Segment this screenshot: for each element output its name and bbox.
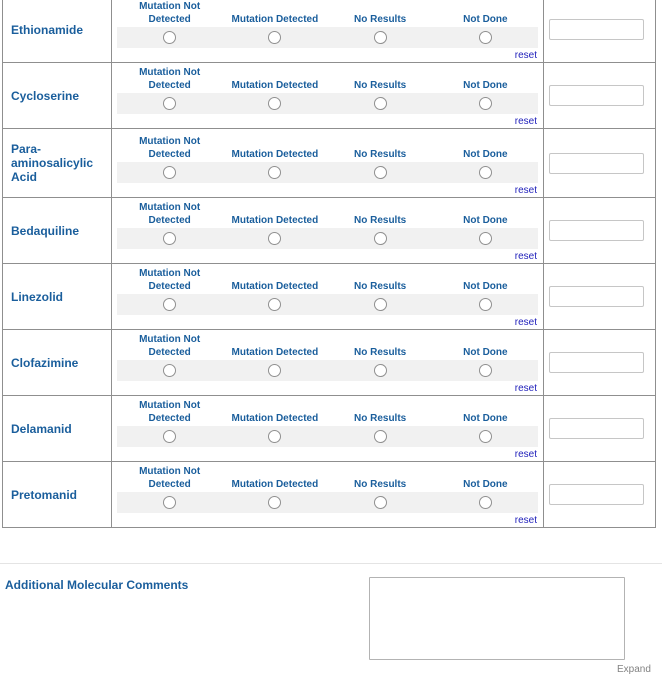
option-header-mutation-not-detected: Mutation Not Detected — [139, 136, 201, 160]
radio-band — [117, 426, 538, 447]
option-header-not-done: Not Done — [463, 479, 508, 490]
radio-band — [117, 492, 538, 513]
result-options-cell — [112, 330, 544, 396]
result-options-cell — [112, 0, 544, 63]
radio-band — [117, 162, 538, 183]
drug-name-label: Pretomanid — [3, 462, 112, 528]
row-text-input[interactable] — [549, 85, 644, 106]
option-header-not-done: Not Done — [463, 14, 508, 25]
option-header-mutation-detected: Mutation Detected — [231, 14, 319, 25]
radio-mutation-detected[interactable] — [268, 298, 281, 311]
section-divider — [0, 563, 662, 564]
drug-name-label: Bedaquiline — [3, 198, 112, 264]
radio-no-results[interactable] — [374, 232, 387, 245]
row-input-cell — [544, 129, 656, 198]
reset-link[interactable]: reset — [514, 116, 537, 127]
option-header-mutation-not-detected: Mutation Not Detected — [139, 466, 201, 490]
option-header-not-done: Not Done — [463, 347, 508, 358]
radio-mutation-not-detected[interactable] — [163, 232, 176, 245]
radio-not-done[interactable] — [479, 496, 492, 509]
option-headers — [112, 135, 543, 162]
drug-row — [3, 63, 656, 129]
radio-band — [117, 360, 538, 381]
row-text-input[interactable] — [549, 286, 644, 307]
result-options-cell — [112, 264, 544, 330]
option-header-no-results: No Results — [354, 281, 407, 292]
radio-band — [117, 27, 538, 48]
radio-mutation-detected[interactable] — [268, 364, 281, 377]
additional-molecular-comments-textarea[interactable] — [369, 577, 625, 660]
option-header-mutation-detected: Mutation Detected — [231, 215, 319, 226]
row-input-cell — [544, 63, 656, 129]
option-header-no-results: No Results — [354, 14, 407, 25]
molecular-results-table — [2, 0, 656, 528]
row-text-input[interactable] — [549, 153, 644, 174]
option-headers — [112, 201, 543, 228]
radio-mutation-detected[interactable] — [268, 430, 281, 443]
option-header-no-results: No Results — [354, 149, 407, 160]
radio-mutation-not-detected[interactable] — [163, 298, 176, 311]
option-header-not-done: Not Done — [463, 215, 508, 226]
expand-link[interactable]: Expand — [617, 664, 651, 675]
option-header-not-done: Not Done — [463, 149, 508, 160]
result-options-cell — [112, 63, 544, 129]
radio-mutation-detected[interactable] — [268, 496, 281, 509]
radio-not-done[interactable] — [479, 430, 492, 443]
option-header-mutation-not-detected: Mutation Not Detected — [139, 67, 201, 91]
radio-not-done[interactable] — [479, 364, 492, 377]
drug-name-label: Ethionamide — [3, 0, 112, 63]
option-header-mutation-not-detected: Mutation Not Detected — [139, 334, 201, 358]
radio-mutation-not-detected[interactable] — [163, 166, 176, 179]
option-header-mutation-not-detected: Mutation Not Detected — [139, 400, 201, 424]
radio-band — [117, 93, 538, 114]
radio-not-done[interactable] — [479, 298, 492, 311]
radio-not-done[interactable] — [479, 232, 492, 245]
additional-molecular-comments-label: Additional Molecular Comments — [5, 578, 189, 592]
row-input-cell — [544, 0, 656, 63]
reset-link[interactable]: reset — [514, 515, 537, 526]
radio-no-results[interactable] — [374, 496, 387, 509]
drug-row — [3, 129, 656, 198]
reset-link[interactable]: reset — [514, 383, 537, 394]
option-header-no-results: No Results — [354, 215, 407, 226]
radio-band — [117, 228, 538, 249]
drug-row — [3, 330, 656, 396]
drug-row — [3, 396, 656, 462]
option-headers — [112, 66, 543, 93]
drug-name-label: Linezolid — [3, 264, 112, 330]
drug-name-label: Delamanid — [3, 396, 112, 462]
option-header-no-results: No Results — [354, 80, 407, 91]
reset-link[interactable]: reset — [514, 317, 537, 328]
radio-not-done[interactable] — [479, 166, 492, 179]
radio-mutation-not-detected[interactable] — [163, 364, 176, 377]
row-text-input[interactable] — [549, 19, 644, 40]
option-header-mutation-not-detected: Mutation Not Detected — [139, 202, 201, 226]
radio-no-results[interactable] — [374, 97, 387, 110]
radio-mutation-not-detected[interactable] — [163, 31, 176, 44]
drug-row — [3, 264, 656, 330]
radio-no-results[interactable] — [374, 430, 387, 443]
row-input-cell — [544, 198, 656, 264]
option-headers — [112, 465, 543, 492]
row-input-cell — [544, 462, 656, 528]
drug-row — [3, 462, 656, 528]
drug-row — [3, 198, 656, 264]
option-header-mutation-not-detected: Mutation Not Detected — [139, 268, 201, 292]
option-headers — [112, 333, 543, 360]
option-header-mutation-detected: Mutation Detected — [231, 479, 319, 490]
result-options-cell — [112, 129, 544, 198]
radio-not-done[interactable] — [479, 97, 492, 110]
row-input-cell — [544, 330, 656, 396]
reset-link[interactable]: reset — [514, 185, 537, 196]
drug-row — [3, 0, 656, 63]
drug-name-label: Cycloserine — [3, 63, 112, 129]
result-options-cell — [112, 462, 544, 528]
option-header-not-done: Not Done — [463, 281, 508, 292]
result-options-cell — [112, 396, 544, 462]
radio-no-results[interactable] — [374, 298, 387, 311]
radio-no-results[interactable] — [374, 31, 387, 44]
option-header-mutation-not-detected: Mutation Not Detected — [139, 1, 201, 25]
option-header-not-done: Not Done — [463, 413, 508, 424]
row-text-input[interactable] — [549, 418, 644, 439]
option-header-mutation-detected: Mutation Detected — [231, 149, 319, 160]
radio-mutation-detected[interactable] — [268, 232, 281, 245]
radio-mutation-detected[interactable] — [268, 166, 281, 179]
radio-no-results[interactable] — [374, 364, 387, 377]
radio-mutation-detected[interactable] — [268, 97, 281, 110]
radio-not-done[interactable] — [479, 31, 492, 44]
radio-mutation-not-detected[interactable] — [163, 430, 176, 443]
drug-name-label: Clofazimine — [3, 330, 112, 396]
radio-no-results[interactable] — [374, 166, 387, 179]
row-text-input[interactable] — [549, 220, 644, 241]
row-text-input[interactable] — [549, 484, 644, 505]
option-headers — [112, 267, 543, 294]
option-header-no-results: No Results — [354, 347, 407, 358]
reset-link[interactable]: reset — [514, 449, 537, 460]
row-input-cell — [544, 264, 656, 330]
option-headers — [112, 399, 543, 426]
row-input-cell — [544, 396, 656, 462]
option-header-mutation-detected: Mutation Detected — [231, 347, 319, 358]
option-header-mutation-detected: Mutation Detected — [231, 80, 319, 91]
option-header-mutation-detected: Mutation Detected — [231, 281, 319, 292]
row-text-input[interactable] — [549, 352, 644, 373]
option-header-no-results: No Results — [354, 413, 407, 424]
radio-band — [117, 294, 538, 315]
reset-link[interactable]: reset — [514, 50, 537, 61]
result-options-cell — [112, 198, 544, 264]
radio-mutation-not-detected[interactable] — [163, 496, 176, 509]
option-header-no-results: No Results — [354, 479, 407, 490]
drug-name-label: Para-aminosalicylic Acid — [3, 129, 112, 198]
option-header-not-done: Not Done — [463, 80, 508, 91]
radio-mutation-not-detected[interactable] — [163, 97, 176, 110]
reset-link[interactable]: reset — [514, 251, 537, 262]
radio-mutation-detected[interactable] — [268, 31, 281, 44]
option-header-mutation-detected: Mutation Detected — [231, 413, 319, 424]
option-headers — [112, 0, 543, 27]
